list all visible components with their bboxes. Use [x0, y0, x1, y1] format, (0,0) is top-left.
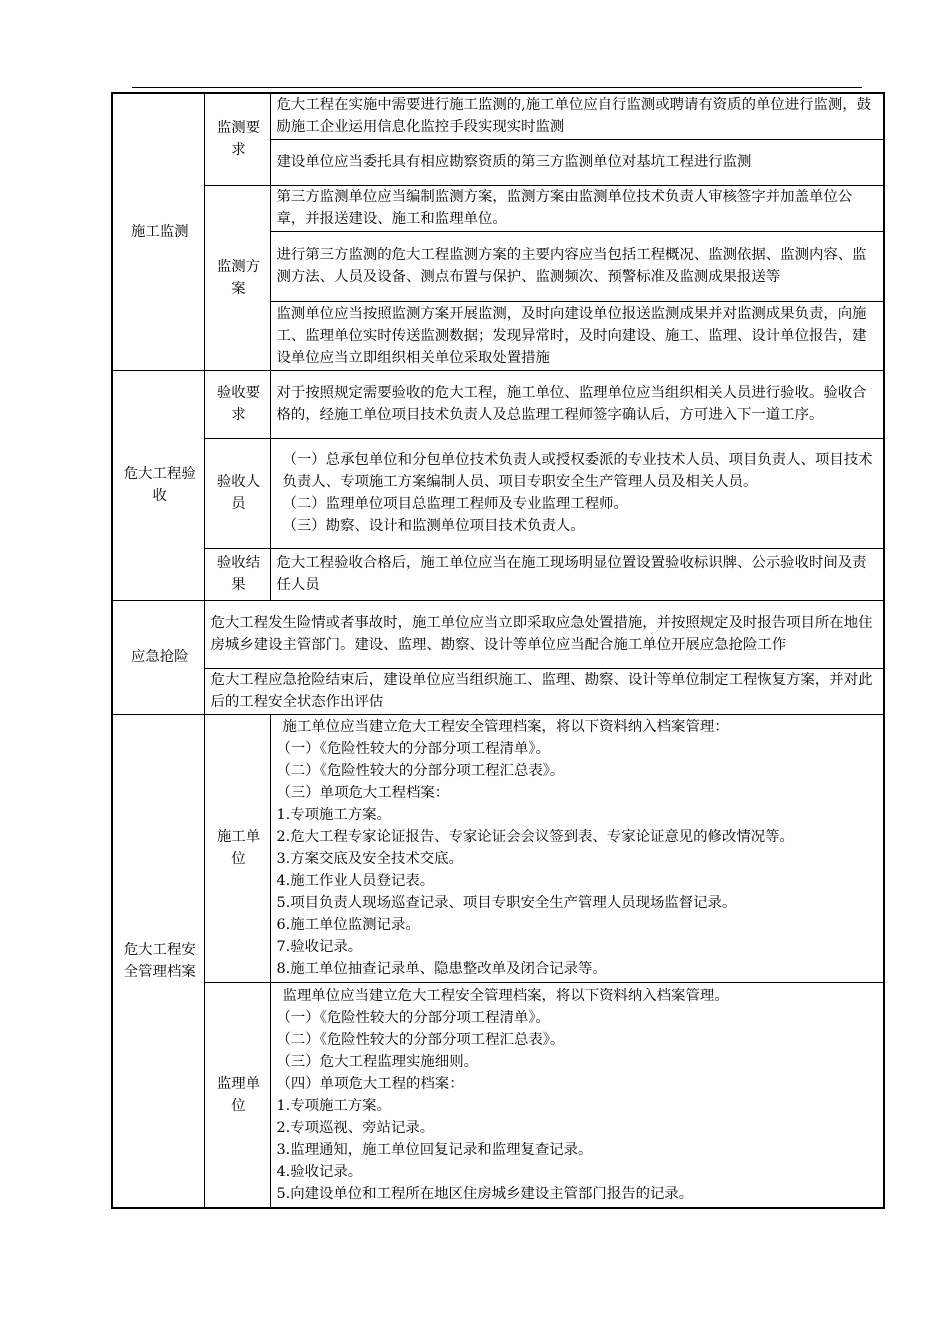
safety-management-table: [111, 92, 885, 1209]
content-line: 8.施工单位抽查记录单、隐患整改单及闭合记录等。: [276, 961, 607, 977]
content-line: 3.监理通知，施工单位回复记录和监理复查记录。: [276, 1141, 593, 1158]
content-line: 施工单位应当建立危大工程安全管理档案，将以下资料纳入档案管理：: [282, 719, 729, 735]
subcategory-cell: 施工单位: [204, 714, 270, 982]
content-line: 1.专项施工方案。: [276, 807, 391, 823]
content-line: 监理单位应当建立危大工程安全管理档案，将以下资料纳入档案管理。: [282, 987, 729, 1004]
table-row: [112, 714, 884, 982]
content-line: （二）《危险性较大的分部分项工程汇总表》。: [276, 763, 565, 779]
subcategory-cell: 监测要求: [204, 93, 270, 185]
content-line: （三）勘察、设计和监测单位项目技术负责人。: [282, 518, 585, 534]
table-row: [112, 370, 884, 438]
content-cell: 进行第三方监测的危大工程监测方案的主要内容应当包括工程概况、监测依据、监测内容、监测方法、人员及设备、测点布置与保护、监测频次、预警标准及监测成果报送等: [270, 231, 884, 301]
content-line: 6.施工单位监测记录。: [276, 917, 420, 933]
content-line: （一）《危险性较大的分部分项工程清单》。: [276, 741, 550, 757]
content-line: 4.施工作业人员登记表。: [276, 873, 435, 889]
content-line: （一）总承包单位和分包单位技术负责人或授权委派的专业技术人员、项目负责人、项目技术负责人、专项施工方案编制人员、项目专职安全生产管理人员及相关人员。: [282, 452, 873, 490]
content-line: （四）单项危大工程的档案：: [276, 1075, 464, 1092]
content-line: （一）《危险性较大的分部分项工程清单》。: [276, 1009, 550, 1026]
subcategory-cell: 监理单位: [204, 982, 270, 1208]
table-row: [112, 93, 884, 139]
content-cell: [270, 982, 884, 1208]
subcategory-cell: 验收结果: [204, 548, 270, 600]
content-line: 3.方案交底及安全技术交底。: [276, 851, 463, 867]
content-line: 5.向建设单位和工程所在地区住房城乡建设主管部门报告的记录。: [276, 1185, 694, 1202]
content-cell: [270, 714, 884, 982]
content-cell: 监测单位应当按照监测方案开展监测，及时向建设单位报送监测成果并对监测成果负责，向施工、监理单位实时传送监测数据；发现异常时，及时向建设、施工、监理、设计单位报告，建设单位应当立即组织相关单位采取处置措施: [270, 301, 884, 370]
table-row: [112, 668, 884, 714]
content-cell: 危大工程应急抢险结束后，建设单位应当组织施工、监理、勘察、设计等单位制定工程恢复方案，并对此后的工程安全状态作出评估: [204, 668, 884, 714]
content-cell: 建设单位应当委托具有相应勘察资质的第三方监测单位对基坑工程进行监测: [270, 139, 884, 185]
content-cell: [270, 438, 884, 548]
content-line: 2.危大工程专家论证报告、专家论证会会议签到表、专家论证意见的修改情况等。: [276, 829, 794, 845]
category-cell: 危大工程验收: [112, 370, 204, 600]
content-line: 2.专项巡视、旁站记录。: [276, 1119, 435, 1136]
category-cell: 施工监测: [112, 93, 204, 370]
content-cell: 第三方监测单位应当编制监测方案，监测方案由监测单位技术负责人审核签字并加盖单位公章，并报送建设、施工和监理单位。: [270, 185, 884, 231]
content-cell: 对于按照规定需要验收的危大工程，施工单位、监理单位应当组织相关人员进行验收。验收合格的，经施工单位项目技术负责人及总监理工程师签字确认后，方可进入下一道工序。: [270, 370, 884, 438]
content-cell: 危大工程发生险情或者事故时，施工单位应当立即采取应急处置措施，并按照规定及时报告项目所在地住房城乡建设主管部门。建设、监理、勘察、设计等单位应当配合施工单位开展应急抢险工作: [204, 600, 884, 668]
subcategory-cell: 验收人员: [204, 438, 270, 548]
content-line: 7.验收记录。: [276, 939, 363, 955]
content-line: 1.专项施工方案。: [276, 1097, 391, 1114]
table-row: [112, 185, 884, 231]
category-cell: 应急抢险: [112, 600, 204, 714]
content-line: 5.项目负责人现场巡查记录、项目专职安全生产管理人员现场监督记录。: [276, 895, 737, 911]
content-line: （三）危大工程监理实施细则。: [276, 1053, 478, 1070]
category-cell: 危大工程安全管理档案: [112, 714, 204, 1208]
table-row: [112, 600, 884, 668]
content-line: （二）《危险性较大的分部分项工程汇总表》。: [276, 1031, 565, 1048]
header-rule: [132, 87, 862, 88]
table-row: [112, 548, 884, 600]
subcategory-cell: 监测方案: [204, 185, 270, 370]
content-line: 4.验收记录。: [276, 1163, 363, 1180]
subcategory-cell: 验收要求: [204, 370, 270, 438]
content-line: （三）单项危大工程档案：: [276, 785, 450, 801]
content-cell: 危大工程验收合格后，施工单位应当在施工现场明显位置设置验收标识牌、公示验收时间及责任人员: [270, 548, 884, 600]
content-line: （二）监理单位项目总监理工程师及专业监理工程师。: [282, 496, 628, 512]
content-cell: 危大工程在实施中需要进行施工监测的,施工单位应自行监测或聘请有资质的单位进行监测，鼓励施工企业运用信息化监控手段实现实时监测: [270, 93, 884, 139]
table-row: [112, 438, 884, 548]
table-row: [112, 982, 884, 1208]
